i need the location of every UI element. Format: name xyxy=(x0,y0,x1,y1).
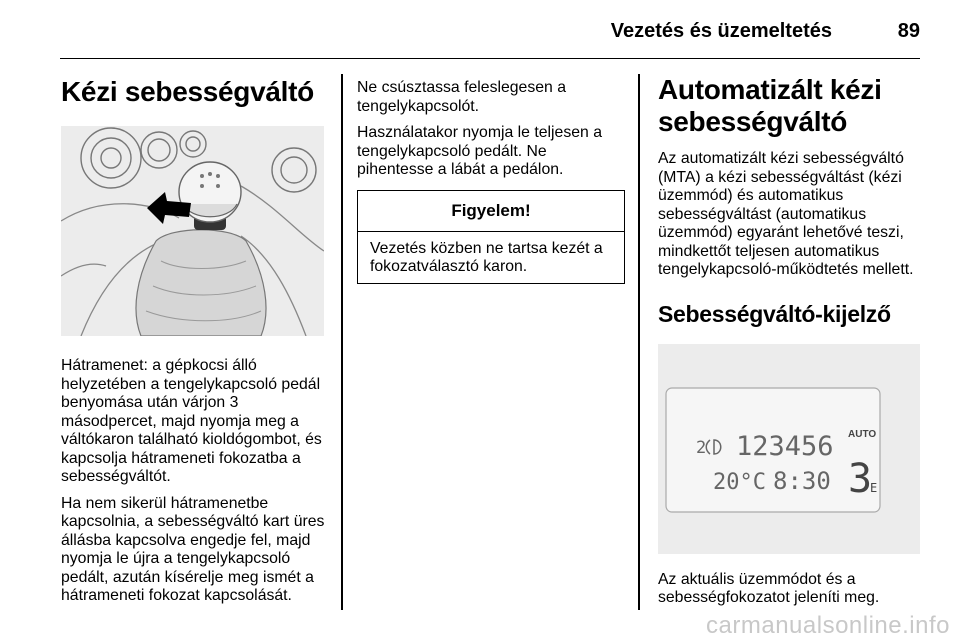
temperature-readout: 20°C xyxy=(713,469,766,495)
paragraph-display-caption: Az aktuális üzemmódot és a sebességfokozatot jeleníti meg. xyxy=(658,570,880,606)
column-divider-1 xyxy=(341,74,343,610)
watermark: carmanualsonline.info xyxy=(706,612,950,639)
paragraph-clutch-slip: Ne csúsztassa feleslegesen a tengelykapcsolót. xyxy=(357,79,566,115)
warning-text: Vezetés közben ne tartsa kezét a fokozatválasztó karon. xyxy=(370,239,603,275)
column-divider-2 xyxy=(638,74,640,610)
paragraph-mta-intro: Az automatizált kézi sebességváltó (MTA) a kézi sebességváltást (kézi üzemmód) és automatikus sebességváltást (automatikus üzemmód) egyaránt lehetővé teszi, mindkettőt teljesen automatikus tengelykapcsoló-működtetés mellett. xyxy=(658,150,914,278)
warning-title: Figyelem! xyxy=(358,191,624,232)
gear-lever-illustration xyxy=(61,126,324,336)
gear-suffix: E xyxy=(870,480,878,495)
warning-box xyxy=(357,190,625,284)
svg-text:2: 2 xyxy=(696,437,707,458)
section-heading-automated: Automatizált kézi sebességváltó xyxy=(658,74,882,137)
odometer-readout: 123456 xyxy=(736,430,834,462)
column-automated-transmission xyxy=(658,74,928,616)
section-title: Vezetés és üzemeltetés xyxy=(610,20,832,42)
gear-number: 3 xyxy=(848,455,873,502)
page-number: 89 xyxy=(897,20,920,42)
page-header xyxy=(60,0,920,59)
column-clutch-notes xyxy=(357,79,625,284)
paragraph-reverse: Hátramenet: a gépkocsi álló helyzetében a tengelykapcsoló pedál benyomása után várjon 3 másodpercet, majd nyomja meg a váltókaron található kioldógombot, és kapcsolja hátrameneti fokozatba a sebességváltót. xyxy=(61,357,322,485)
auto-mode-indicator: AUTO xyxy=(848,428,877,440)
paragraph-reverse-retry: Ha nem sikerül hátramenetbe kapcsolnia, a sebességváltó kart üres állásba kapcsolva engedje fel, majd nyomja le újra a tengelykapcsoló pedált, azután kísérelje meg ismét a hátrameneti fokozat kapcsolását. xyxy=(61,494,325,604)
section-heading-manual: Kézi sebességváltó xyxy=(61,76,314,107)
paragraph-clutch-usage: Használatakor nyomja le teljesen a tengelykapcsoló pedált. Ne pihentesse a lábát a pedálon. xyxy=(357,124,602,178)
clock-readout: 8:30 xyxy=(773,466,831,495)
gear-display-illustration xyxy=(658,344,920,554)
subheading-gear-display: Sebességváltó-kijelző xyxy=(658,300,891,327)
column-manual-transmission xyxy=(61,76,329,614)
